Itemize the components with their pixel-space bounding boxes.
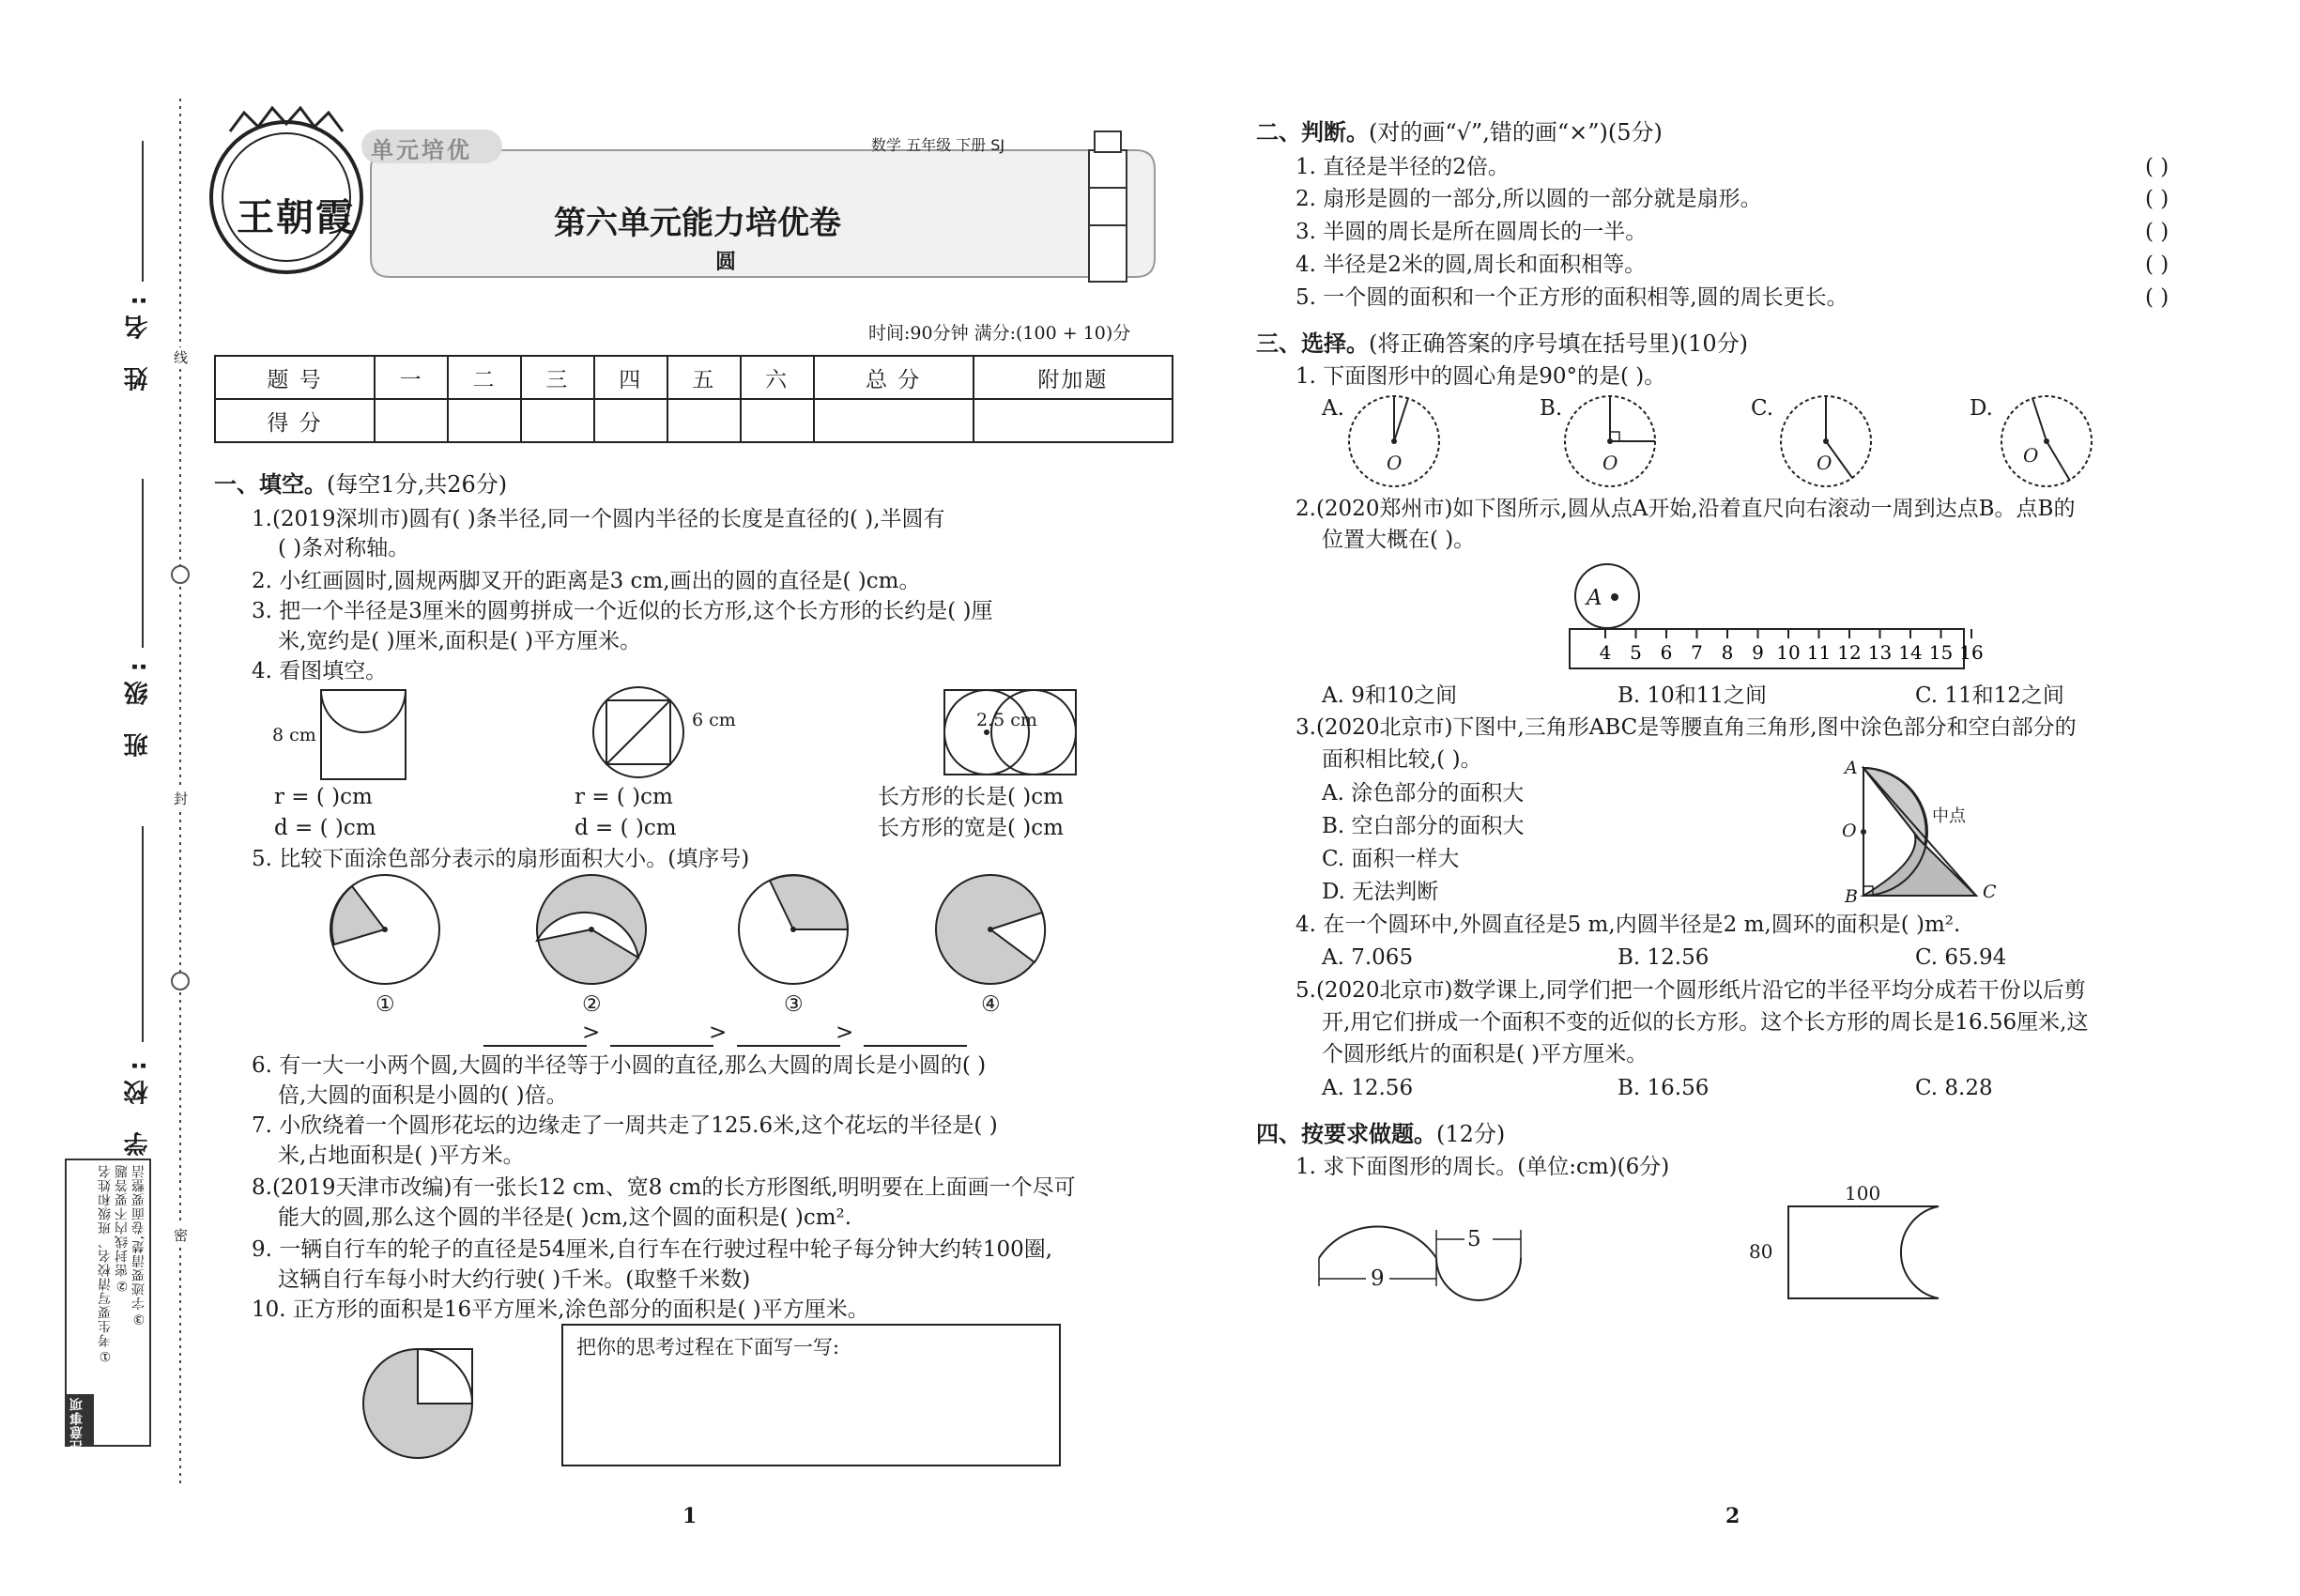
score-cell[interactable] <box>667 399 741 442</box>
ruler-tick-label: 9 <box>1752 641 1764 664</box>
score-cell[interactable] <box>448 399 521 442</box>
dim-label: 9 <box>1371 1266 1385 1291</box>
choice-q5-line3: 个圆形纸片的面积是( )平方厘米。 <box>1322 1042 1648 1067</box>
section-note: (对的画“√”,错的画“×”)(5分) <box>1369 119 1663 146</box>
ruler-tick-label: 11 <box>1806 641 1832 664</box>
choice-q3-line2: 面积相比较,( )。 <box>1322 747 1482 772</box>
think-box-label: 把你的思考过程在下面写一写: <box>576 1336 840 1358</box>
q7-line1: 7. 小欣绕着一个圆形花坛的边缘走了一周共走了125.6米,这个花坛的半径是( ) <box>252 1113 998 1138</box>
judge-item: 2. 扇形是圆的一部分,所以圆的一部分就是扇形。 <box>1296 187 1762 211</box>
point-label: A <box>1587 586 1602 610</box>
dim-label: 80 <box>1749 1240 1773 1263</box>
judge-paren[interactable]: ( ) <box>2145 155 2170 179</box>
choice-q5-line2: 开,用它们拼成一个面积不变的近似的长方形。这个长方形的周长是16.56厘米,这 <box>1322 1010 2089 1035</box>
q2: 2. 小红画圆时,圆规两脚叉开的距离是3 cm,画出的圆的直径是( )cm。 <box>252 569 921 593</box>
ruler-tick-label: 16 <box>1959 641 1984 664</box>
perimeter-figure1 <box>1314 1211 1615 1333</box>
score-header: 附加题 <box>974 356 1173 399</box>
gt-sign: > <box>836 1021 854 1045</box>
q4-len: 长方形的长是( )cm <box>878 785 1064 809</box>
center-label: O <box>2023 444 2039 467</box>
q9-line2: 这辆自行车每小时大约行驶( )千米。(取整千米数) <box>278 1267 751 1292</box>
score-cell[interactable] <box>521 399 594 442</box>
score-header: 六 <box>741 356 814 399</box>
judge-item: 3. 半圆的周长是所在圆周长的一半。 <box>1296 220 1648 244</box>
seal-mark: 密 <box>174 1227 189 1244</box>
q4-d1: d = ( )cm <box>274 816 376 840</box>
midpoint-label: 中点 <box>1932 806 1966 826</box>
q5-label: ③ <box>784 992 804 1017</box>
section-title: 二、判断。 <box>1256 119 1369 146</box>
score-cell[interactable] <box>594 399 667 442</box>
fig1-label: 8 cm <box>272 725 316 745</box>
page-number: 1 <box>682 1504 698 1528</box>
q4-wid: 长方形的宽是( )cm <box>878 816 1064 840</box>
notice-item: ②密封线内不要答题 <box>115 1164 130 1293</box>
vertex-label: O <box>1842 821 1857 841</box>
option: C. 面积一样大 <box>1322 847 1460 871</box>
punch-hole <box>172 973 189 990</box>
ruler-ticks <box>1600 629 1984 664</box>
option: D. 无法判断 <box>1322 880 1439 904</box>
section-note: (12分) <box>1436 1121 1506 1147</box>
school-label: 学 校: <box>124 1051 152 1157</box>
ruler-tick-label: 6 <box>1660 641 1673 664</box>
section4-heading <box>1256 1119 1505 1149</box>
section-note: (每空1分,共26分) <box>327 471 508 498</box>
vertex-label: A <box>1845 758 1858 778</box>
unit-tag: 单元培优 <box>371 137 472 163</box>
notice-item: ①考生要写清校名、班级和姓名 <box>98 1164 113 1363</box>
ruler-tick-label: 12 <box>1837 641 1862 664</box>
ruler-tick-label: 13 <box>1867 641 1893 664</box>
q1-line1: 1.(2019深圳市)圆有( )条半径,同一个圆内半径的长度是直径的( ),半圆有 <box>252 507 945 531</box>
judge-paren[interactable]: ( ) <box>2145 285 2170 310</box>
q4-figures <box>272 690 1211 793</box>
q5-label: ① <box>376 992 395 1017</box>
section-note: (将正确答案的序号填在括号里)(10分) <box>1369 330 1748 357</box>
option: A. 7.065 <box>1322 945 1414 970</box>
triangle-figure <box>1863 768 2032 899</box>
section3-heading <box>1256 329 1748 359</box>
section-title: 三、选择。 <box>1256 330 1369 357</box>
gt-sign: > <box>709 1021 728 1045</box>
fig1-square <box>321 690 406 779</box>
ruler-tick-label: 4 <box>1599 641 1612 664</box>
option: B. 16.56 <box>1618 1076 1710 1100</box>
time-info: 时间:90分钟 满分:(100 + 10)分 <box>868 323 1131 344</box>
name-label: 姓 名: <box>124 286 152 391</box>
score-header: 总 分 <box>814 356 974 399</box>
option: C. 8.28 <box>1915 1076 1993 1100</box>
ruler-tick-label: 10 <box>1776 641 1801 664</box>
q3-line2: 米,宽约是( )厘米,面积是( )平方厘米。 <box>278 629 642 653</box>
q7-line2: 米,占地面积是( )平方米。 <box>278 1143 525 1168</box>
fig3-label: 2.5 cm <box>976 710 1037 730</box>
option-label: A. <box>1322 396 1344 421</box>
q4-r1: r = ( )cm <box>274 785 373 809</box>
fig1-semicircle <box>321 690 406 732</box>
q10: 10. 正方形的面积是16平方厘米,涂色部分的面积是( )平方厘米。 <box>252 1297 869 1322</box>
q4-r2: r = ( )cm <box>575 785 673 809</box>
ruler-tick-label: 5 <box>1630 641 1642 664</box>
exam-title: 第六单元能力培优卷 <box>554 205 841 242</box>
think-box[interactable] <box>561 1324 1061 1466</box>
score-header: 二 <box>448 356 521 399</box>
score-header: 题 号 <box>215 356 375 399</box>
perimeter-figure2 <box>1788 1206 1976 1310</box>
option: B. 空白部分的面积大 <box>1322 814 1525 838</box>
judge-paren[interactable]: ( ) <box>2145 253 2170 277</box>
dim-label: 100 <box>1845 1182 1881 1205</box>
q8-line2: 能大的圆,那么这个圆的半径是( )cm,这个圆的面积是( )cm². <box>278 1205 852 1230</box>
class-label: 班 级: <box>124 652 152 758</box>
vertex-label: B <box>1845 886 1858 907</box>
option: A. 涂色部分的面积大 <box>1322 781 1525 806</box>
judge-paren[interactable]: ( ) <box>2145 220 2170 244</box>
ruler-tick-label: 14 <box>1898 641 1923 664</box>
choice-q1: 1. 下面图形中的圆心角是90°的是( )。 <box>1296 364 1666 389</box>
section4-q1: 1. 求下面图形的周长。(单位:cm)(6分) <box>1296 1155 1670 1179</box>
option: B. 12.56 <box>1618 945 1710 970</box>
publisher-logo: 王朝霞 <box>237 195 355 239</box>
score-cell[interactable] <box>741 399 814 442</box>
judge-paren[interactable]: ( ) <box>2145 187 2170 211</box>
choice-q3-line1: 3.(2020北京市)下图中,三角形ABC是等腰直角三角形,图中涂色部分和空白部分的 <box>1296 715 2077 740</box>
option: A. 9和10之间 <box>1322 683 1458 708</box>
seal-mark: 封 <box>174 790 189 807</box>
score-header: 四 <box>594 356 667 399</box>
score-header: 三 <box>521 356 594 399</box>
section-title: 一、填空。 <box>214 471 327 498</box>
q6-line2: 倍,大圆的面积是小圆的( )倍。 <box>278 1083 568 1108</box>
center-label: O <box>1602 452 1618 474</box>
q1-angle-figures <box>1333 394 2253 498</box>
q6-line1: 6. 有一大一小两个圆,大圆的半径等于小圆的直径,那么大圆的周长是小圆的( ) <box>252 1053 987 1078</box>
q10-figure <box>361 1338 493 1469</box>
score-cell[interactable] <box>814 399 974 442</box>
punch-hole <box>172 566 189 583</box>
seal-mark: 线 <box>174 349 189 366</box>
choice-q5-line1: 5.(2020北京市)数学课上,同学们把一个圆形纸片沿它的半径平均分成若干份以后剪 <box>1296 978 2086 1003</box>
vertex-label: C <box>1983 882 1997 902</box>
option: C. 11和12之间 <box>1915 683 2064 708</box>
q5-label: ② <box>582 992 602 1017</box>
option: B. 10和11之间 <box>1618 683 1768 708</box>
q5-label: ④ <box>981 992 1001 1017</box>
q4-d2: d = ( )cm <box>575 816 677 840</box>
page-number: 2 <box>1725 1504 1740 1528</box>
q3-line1: 3. 把一个半径是3厘米的圆剪拼成一个近似的长方形,这个长方形的长约是( )厘 <box>252 599 993 623</box>
choice-q4: 4. 在一个圆环中,外圆直径是5 m,内圆半径是2 m,圆环的面积是( )m². <box>1296 913 1961 937</box>
notice-title: 注意事项 <box>69 1397 84 1453</box>
dim-label: 5 <box>1467 1227 1481 1251</box>
center-label: O <box>1817 452 1832 474</box>
fig2-label: 6 cm <box>692 710 736 730</box>
ruler-figure <box>1549 563 2000 671</box>
q9-line1: 9. 一辆自行车的轮子的直径是54厘米,自行车在行驶过程中轮子每分钟大约转100圈, <box>252 1237 1053 1262</box>
score-row-label: 得 分 <box>215 399 375 442</box>
option-label: C. <box>1751 396 1774 421</box>
q1-line2: ( )条对称轴。 <box>278 536 410 560</box>
q8-line1: 8.(2019天津市改编)有一张长12 cm、宽8 cm的长方形图纸,明明要在上面画一个尽可 <box>252 1175 1076 1200</box>
ruler-tick-label: 7 <box>1691 641 1703 664</box>
score-header: 五 <box>667 356 741 399</box>
choice-q2-line1: 2.(2020郑州市)如下图所示,圆从点A开始,沿着直尺向右滚动一周到达点B。点B的 <box>1296 497 2076 521</box>
q5-sectors <box>329 873 1173 986</box>
q5: 5. 比较下面涂色部分表示的扇形面积大小。(填序号) <box>252 847 750 871</box>
score-table <box>214 355 1173 443</box>
section2-heading <box>1256 117 1663 147</box>
gt-sign: > <box>582 1021 601 1045</box>
score-cell[interactable] <box>375 399 448 442</box>
judge-item: 1. 直径是半径的2倍。 <box>1296 155 1510 179</box>
section1-heading <box>214 469 507 499</box>
option: A. 12.56 <box>1322 1076 1414 1100</box>
book-meta: 数学 五年级 下册 SJ <box>871 136 1005 154</box>
center-label: O <box>1387 452 1403 474</box>
option-label: B. <box>1540 396 1563 421</box>
notice-item: ③字迹要清楚,卷面要整洁 <box>131 1164 146 1327</box>
exam-subtitle: 圆 <box>715 251 737 274</box>
section-title: 四、按要求做题。 <box>1256 1121 1436 1147</box>
q4: 4. 看图填空。 <box>252 659 388 683</box>
score-cell[interactable] <box>974 399 1173 442</box>
judge-item: 5. 一个圆的面积和一个正方形的面积相等,圆的周长更长。 <box>1296 285 1848 310</box>
option-label: D. <box>1970 396 1993 421</box>
choice-q2-line2: 位置大概在( )。 <box>1322 528 1476 552</box>
ruler-tick-label: 15 <box>1928 641 1954 664</box>
judge-item: 4. 半径是2米的圆,周长和面积相等。 <box>1296 253 1647 277</box>
ruler-tick-label: 8 <box>1721 641 1734 664</box>
score-header: 一 <box>375 356 448 399</box>
option: C. 65.94 <box>1915 945 2007 970</box>
